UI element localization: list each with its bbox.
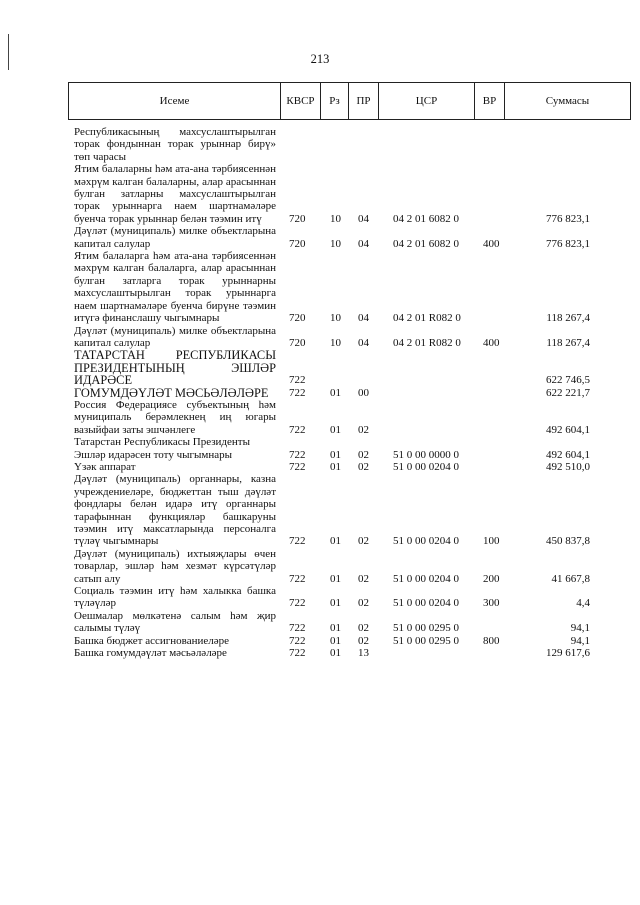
cell-sum: 622 746,5 [546,374,590,387]
cell-sum: 492 510,0 [546,460,590,473]
cell-rz: 01 [330,622,341,635]
table-row [0,449,640,461]
cell-sum: 776 823,1 [546,212,590,225]
cell-vr: 300 [483,597,500,610]
table-row [0,461,640,473]
table-row [0,325,640,350]
cell-rz: 01 [330,386,341,399]
cell-pr: 02 [358,572,369,585]
row-name: ГОМУМДӘҮЛӘТ МӘСЬӘЛӘЛӘРЕ [74,385,269,400]
cell-vr: 400 [483,336,500,349]
cell-sum: 118 267,4 [546,312,590,325]
table-row [0,399,640,436]
cell-pr: 02 [358,460,369,473]
cell-csr: 51 0 00 0204 0 [393,597,459,610]
cell-csr: 04 2 01 R082 0 [393,312,461,325]
row-name: Ятим балаларны һәм ата-ана тәрбиясеннән мәхрүм калган балаларны, алар арасыннан булган затларны махсуслаштырылган торак урыннарга наем шартнамәләре буенча торак урыннар белән тәэмин итү [74,163,276,225]
row-name: Башка гомумдәүләт мәсьәләләре [74,647,227,660]
cell-csr: 04 2 01 6082 0 [393,212,459,225]
cell-csr: 04 2 01 6082 0 [393,237,459,250]
cell-pr: 04 [358,237,369,250]
column-header-vr: ВР [475,83,505,120]
cell-pr: 04 [358,312,369,325]
cell-sum: 450 837,8 [546,535,590,548]
row-name: Социаль тәэмин итү һәм халыкка башка түләүләр [74,585,276,610]
cell-pr: 04 [358,336,369,349]
cell-csr: 51 0 00 0000 0 [393,448,459,461]
cell-rz: 10 [330,212,341,225]
cell-csr: 51 0 00 0204 0 [393,460,459,473]
cell-kvsr: 722 [289,423,306,436]
cell-kvsr: 722 [289,572,306,585]
cell-rz: 01 [330,647,341,660]
cell-kvsr: 720 [289,212,306,225]
table-row [0,225,640,250]
cell-vr: 100 [483,535,500,548]
table-row [0,250,640,324]
cell-pr: 02 [358,597,369,610]
table-row [0,647,640,659]
column-header-pr: ПР [349,83,379,120]
table-row [0,126,640,163]
cell-sum: 4,4 [576,597,590,610]
table-row [0,349,640,386]
cell-kvsr: 722 [289,634,306,647]
cell-rz: 10 [330,336,341,349]
cell-pr: 00 [358,386,369,399]
cell-rz: 01 [330,535,341,548]
cell-sum: 492 604,1 [546,448,590,461]
cell-pr: 02 [358,423,369,436]
table-row [0,163,640,225]
cell-sum: 118 267,4 [546,336,590,349]
table-row [0,585,640,610]
row-name: Республикасының махсуслаштырылган торак фондыннан торак урыннар бирү» төп чарасы [74,126,276,163]
cell-pr: 02 [358,622,369,635]
cell-sum: 129 617,6 [546,647,590,660]
cell-sum: 776 823,1 [546,237,590,250]
cell-kvsr: 722 [289,622,306,635]
row-name: Эшләр идарәсен тоту чыгымнары [74,448,233,461]
page-number: 213 [310,52,330,66]
table-row [0,635,640,647]
row-name: Дәүләт (муниципаль) ихтыяҗлары өчен товарлар, эшләр һәм хезмәт күрсәтүләр сатып алу [74,547,276,585]
cell-vr: 200 [483,572,500,585]
table-row [0,436,640,448]
row-name: ТАТАРСТАН РЕСПУБЛИКАСЫ ПРЕЗИДЕНТЫНЫҢ ЭШЛӘР ИДАРӘСЕ [74,348,276,388]
cell-csr: 04 2 01 R082 0 [393,336,461,349]
table-row [0,473,640,547]
row-name: Татарстан Республикасы Президенты [74,436,250,449]
cell-pr: 04 [358,212,369,225]
cell-rz: 01 [330,634,341,647]
cell-pr: 13 [358,647,369,660]
cell-kvsr: 720 [289,312,306,325]
cell-kvsr: 722 [289,647,306,660]
cell-kvsr: 720 [289,237,306,250]
cell-csr: 51 0 00 0204 0 [393,572,459,585]
column-header-csr: ЦСР [379,83,475,120]
row-name: Россия Федерациясе субъектының һәм муниципаль берәмлекнең иң югары вазыйфаи заты эшчәнлеге [74,398,276,436]
row-name: Оешмалар мөлкәтенә салым һәм җир салымы түләү [74,609,276,635]
table-header [68,82,631,120]
table-row [0,610,640,635]
cell-kvsr: 722 [289,448,306,461]
cell-kvsr: 722 [289,374,306,387]
row-name: Дәүләт (муниципаль) милке объектларына капитал салулар [74,225,276,250]
cell-rz: 01 [330,597,341,610]
table-body [0,126,640,659]
cell-pr: 02 [358,448,369,461]
cell-kvsr: 722 [289,460,306,473]
row-name: Дәүләт (муниципаль) милке объектларына капитал салулар [74,324,276,349]
row-name: Башка бюджет ассигнованиеләре [74,634,229,647]
cell-csr: 51 0 00 0295 0 [393,622,459,635]
cell-rz: 01 [330,423,341,436]
cell-rz: 10 [330,312,341,325]
cell-sum: 94,1 [570,622,590,635]
row-name: Үзәк аппарат [74,460,136,473]
cell-vr: 400 [483,237,500,250]
cell-sum: 41 667,8 [551,572,590,585]
cell-csr: 51 0 00 0295 0 [393,634,459,647]
column-header-rz: Рз [321,83,349,120]
column-header-sum: Суммасы [505,83,631,120]
row-name: Ятим балаларга һәм ата-ана тәрбиясеннән мәхрүм калган балаларга, алар арасыннан булган затларга торак урыннарны махсуслаштырылган торак урыннарга наем шартнамәләре буенча бирүне тәэмин итүгә финанслашу чыгымнары [74,250,276,325]
cell-sum: 492 604,1 [546,423,590,436]
cell-rz: 10 [330,237,341,250]
cell-pr: 02 [358,634,369,647]
column-header-name: Исеме [69,83,281,120]
table-row [0,387,640,399]
cell-csr: 51 0 00 0204 0 [393,535,459,548]
cell-kvsr: 722 [289,597,306,610]
cell-sum: 622 221,7 [546,386,590,399]
cell-pr: 02 [358,535,369,548]
cell-kvsr: 720 [289,336,306,349]
row-name: Дәүләт (муниципаль) органнары, казна учреждениеләре, бюджеттан тыш дәүләт фондлары белән идарә итү органнары тарафыннан функцияләр башкаруны тәэмин итү максатларында персоналга түләү чыгымнары [74,473,276,548]
table-row [0,548,640,585]
cell-kvsr: 722 [289,535,306,548]
cell-rz: 01 [330,572,341,585]
cell-sum: 94,1 [570,634,590,647]
column-header-kvsr: КВСР [281,83,321,120]
cell-rz: 01 [330,448,341,461]
cell-kvsr: 722 [289,386,306,399]
cell-rz: 01 [330,460,341,473]
cell-vr: 800 [483,634,500,647]
